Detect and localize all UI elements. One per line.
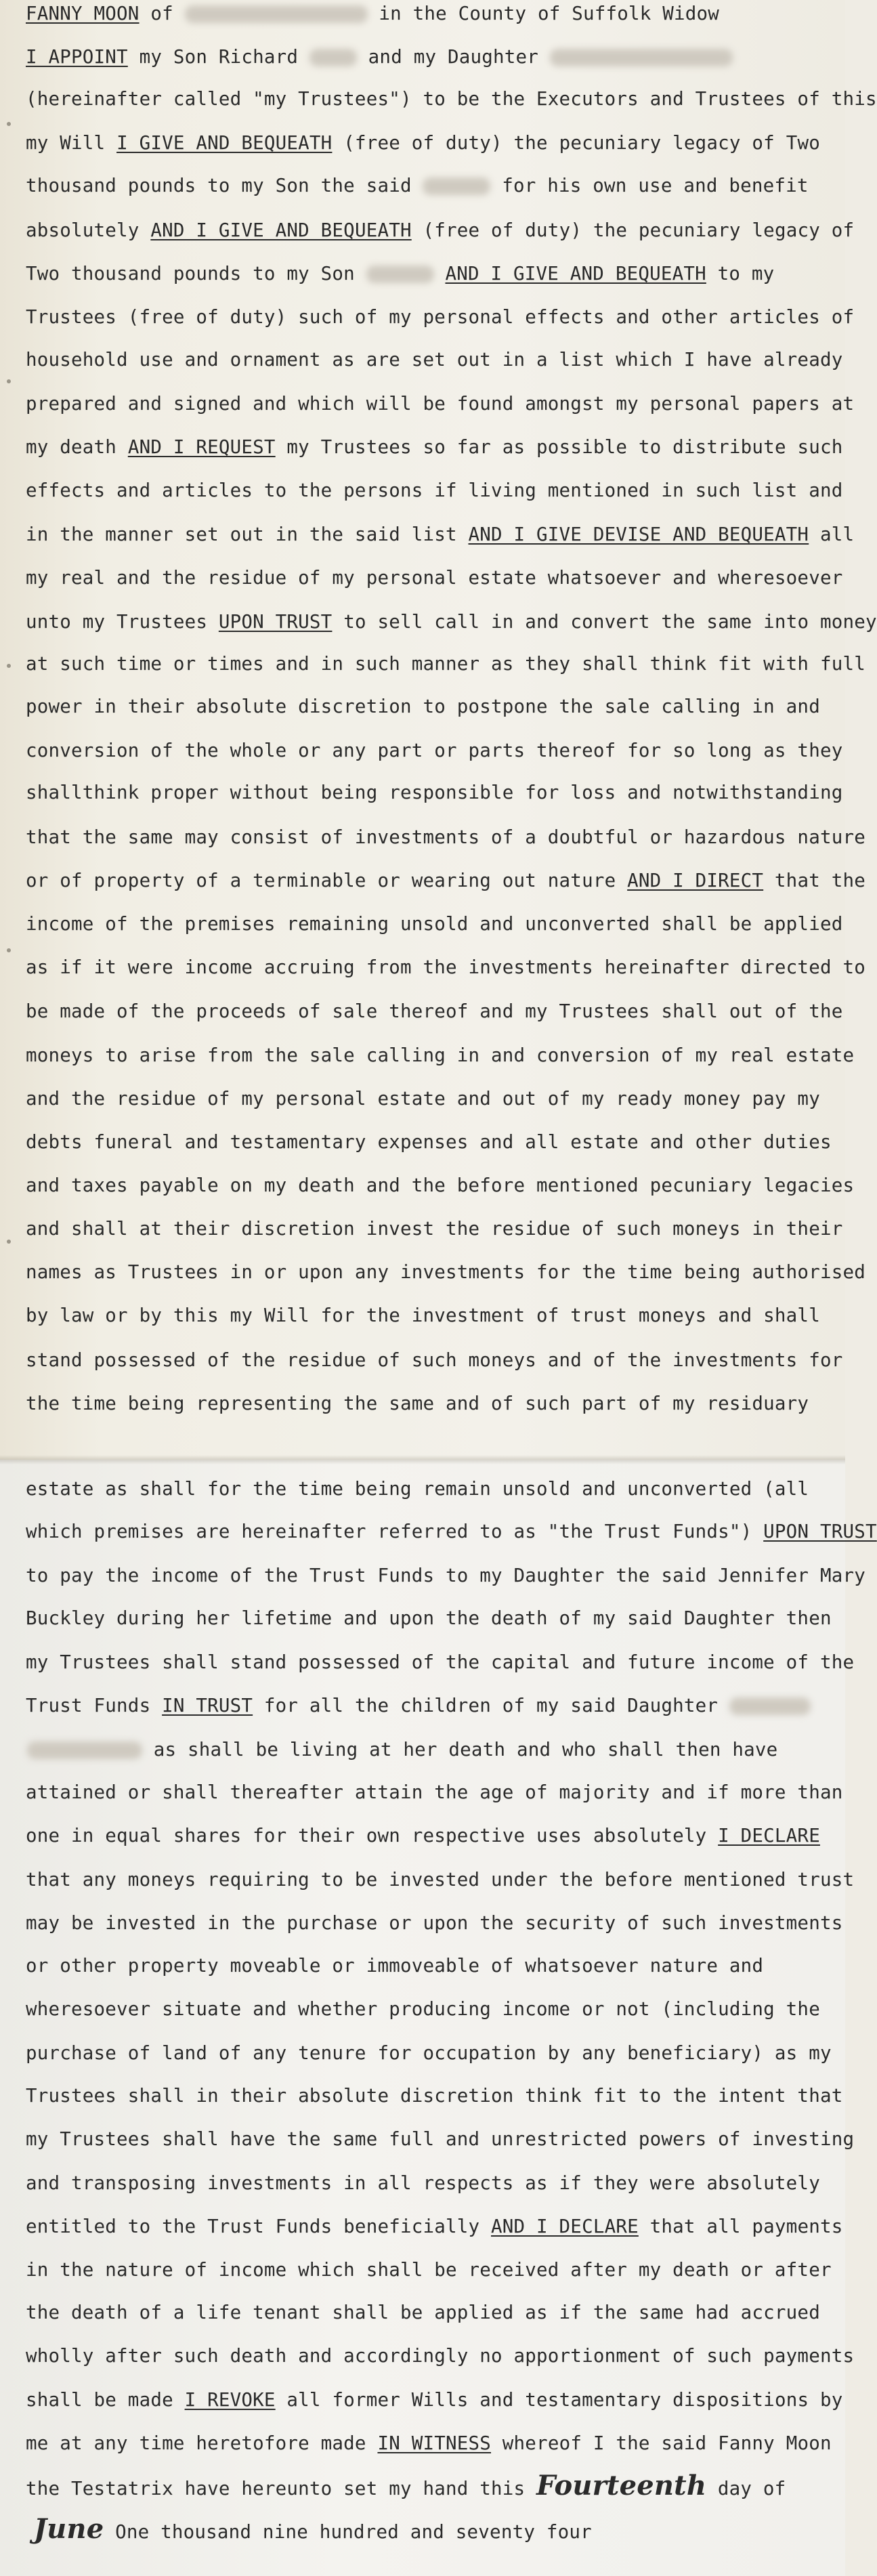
document-text: that all payments	[638, 2216, 843, 2237]
document-text: for his own use and benefit	[490, 175, 809, 196]
document-line	[26, 305, 855, 329]
document-line	[26, 566, 842, 590]
document-line	[26, 1997, 842, 2021]
document-line	[26, 652, 865, 676]
document-text: shallthink proper without being responsible for loss and notwithstanding	[26, 782, 843, 803]
document-text: that any moneys requiring to be invested under the before mentioned trust	[26, 1869, 855, 1891]
underlined-clause-keyword: I APPOINT	[26, 46, 128, 68]
document-text: or of property of a terminable or wearing out nature	[26, 870, 628, 891]
document-text: power in their absolute discretion to postpone the sale calling in and	[26, 696, 820, 717]
document-text: attained or shall thereafter attain the age of majority and if more than	[26, 1781, 843, 1803]
document-line	[26, 2388, 842, 2412]
document-text: thousand pounds to my Son the said	[26, 175, 423, 196]
handwritten-date-entry: June	[34, 2513, 104, 2545]
document-text: wheresoever situate and whether producing income or not (including the	[26, 1998, 820, 2020]
document-line	[26, 1043, 855, 1068]
document-text: absolutely	[26, 219, 151, 241]
underlined-clause-keyword: I REVOKE	[184, 2389, 276, 2411]
document-text: for all the children of my said Daughter	[253, 1695, 729, 1716]
margin-punch-hole	[7, 1240, 11, 1244]
document-text: conversion of the whole or any part or parts thereof for so long as they	[26, 740, 843, 761]
document-text: Trust Funds	[26, 1695, 163, 1716]
document-text: in the nature of income which shall be received after my death or after	[26, 2259, 832, 2281]
document-line	[26, 1606, 842, 1630]
document-line	[26, 2214, 842, 2239]
redacted-name	[309, 49, 357, 66]
document-line	[26, 868, 865, 893]
document-text: (free of duty) the pecuniary legacy of Two	[332, 132, 820, 154]
document-line	[26, 522, 855, 547]
document-line	[26, 912, 842, 936]
document-line	[26, 2344, 855, 2368]
document-line	[26, 955, 865, 979]
document-text: all	[809, 524, 855, 545]
document-line	[26, 738, 842, 763]
underlined-clause-keyword: I GIVE AND BEQUEATH	[116, 132, 333, 154]
document-line	[26, 1519, 877, 1544]
document-text: entitled to the Trust Funds beneficially	[26, 2216, 492, 2237]
document-text: my Son Richard	[127, 46, 309, 68]
document-text: and taxes payable on my death and the before mentioned pecuniary legacies	[26, 1175, 855, 1196]
document-text: wholly after such death and accordingly no apportionment of such payments	[26, 2345, 855, 2367]
document-text: the death of a life tenant shall be applied as if the same had accrued	[26, 2302, 820, 2323]
document-text: and transposing investments in all respects as if they were absolutely	[26, 2172, 820, 2194]
underlined-clause-keyword: AND I GIVE AND BEQUEATH	[150, 219, 412, 241]
document-text: my Trustees so far as possible to distribute such	[275, 436, 843, 458]
document-text: in the County of Suffolk Widow	[367, 3, 720, 24]
underlined-clause-keyword: AND I GIVE DEVISE AND BEQUEATH	[468, 524, 809, 545]
document-text: Buckley during her lifetime and upon the death of my said Daughter then	[26, 1607, 832, 1629]
underlined-clause-keyword: AND I DECLARE	[491, 2216, 639, 2237]
document-line	[26, 1911, 842, 1935]
document-line	[26, 694, 842, 719]
document-line	[26, 1954, 842, 1978]
document-line	[26, 1348, 842, 1372]
document-text: names as Trustees in or upon any investments for the time being authorised	[26, 1261, 865, 1283]
will-page-2	[0, 1460, 877, 2576]
underlined-clause-keyword: I DECLARE	[718, 1825, 820, 1846]
document-text: shall be made	[26, 2389, 185, 2411]
document-text: as shall be living at her death and who shall then have	[142, 1739, 778, 1760]
margin-punch-hole	[7, 122, 11, 126]
document-line	[27, 1737, 842, 1762]
underlined-clause-keyword: IN TRUST	[162, 1695, 253, 1716]
document-text: my Trustees shall stand possessed of the capital and future income of the	[26, 1651, 855, 1673]
margin-punch-hole	[7, 664, 11, 668]
document-text: stand possessed of the residue of such moneys and of the investments for	[26, 1349, 843, 1371]
document-text: may be invested in the purchase or upon the security of such investments	[26, 1912, 843, 1934]
document-text: to pay the income of the Trust Funds to my Daughter the said Jennifer Mary	[26, 1565, 865, 1586]
document-text: by law or by this my Will for the investment of trust moneys and shall	[26, 1305, 820, 1326]
redacted-name	[729, 1697, 811, 1715]
document-text: prepared and signed and which will be found amongst my personal papers at	[26, 393, 855, 415]
document-text: and shall at their discretion invest the residue of such moneys in their	[26, 1218, 843, 1240]
document-text: to my	[706, 263, 775, 284]
document-line	[26, 1303, 842, 1328]
document-line	[26, 2258, 842, 2282]
document-line	[26, 1391, 842, 1416]
document-line	[34, 2513, 842, 2545]
document-line	[26, 2127, 855, 2151]
document-text: estate as shall for the time being remain unsold and unconverted (all	[26, 1478, 809, 1500]
document-text: as if it were income accruing from the investments hereinafter directed to	[26, 956, 865, 978]
document-line	[26, 1823, 842, 1848]
document-text: unto my Trustees	[26, 611, 219, 633]
document-line	[26, 1780, 842, 1804]
redacted-name	[366, 266, 434, 283]
document-line	[26, 2470, 842, 2501]
document-line	[26, 1173, 855, 1198]
document-text: my Will	[26, 132, 117, 154]
document-line	[26, 1693, 842, 1718]
document-line	[26, 347, 842, 372]
document-line	[26, 435, 842, 459]
document-line	[26, 261, 842, 286]
document-text: one in equal shares for their own respective uses absolutely	[26, 1825, 719, 1846]
document-line	[26, 1563, 865, 1588]
underlined-clause-keyword: FANNY MOON	[26, 3, 140, 24]
document-text: all former Wills and testamentary dispositions by	[275, 2389, 843, 2411]
underlined-clause-keyword: AND I GIVE AND BEQUEATH	[445, 263, 706, 284]
document-line	[26, 1, 842, 26]
document-line	[26, 45, 842, 69]
document-text: effects and articles to the persons if living mentioned in such list and	[26, 480, 843, 501]
document-text: the Testatrix have hereunto set my hand this	[26, 2478, 537, 2499]
document-text: purchase of land of any tenure for occupation by any beneficiary) as my	[26, 2042, 832, 2064]
document-line	[26, 1217, 842, 1241]
margin-punch-hole	[7, 948, 11, 952]
document-text: my real and the residue of my personal estate whatsoever and wheresoever	[26, 567, 843, 589]
document-text: Trustees (free of duty) such of my personal effects and other articles of	[26, 306, 855, 328]
redacted-name	[27, 1741, 142, 1759]
redacted-name	[185, 5, 368, 23]
underlined-clause-keyword: IN WITNESS	[377, 2432, 492, 2454]
document-line	[26, 1867, 855, 1892]
document-line	[26, 1477, 842, 1501]
document-line	[26, 2041, 842, 2065]
document-line	[26, 173, 842, 198]
document-line	[26, 825, 865, 849]
document-text: that the same may consist of investments of a doubtful or hazardous nature	[26, 826, 865, 848]
margin-punch-hole	[7, 379, 11, 383]
document-text: debts funeral and testamentary expenses and all estate and other duties	[26, 1131, 832, 1153]
document-text: moneys to arise from the sale calling in and conversion of my real estate	[26, 1044, 855, 1066]
document-line	[26, 2431, 842, 2455]
document-text: (free of duty) the pecuniary legacy of	[411, 219, 855, 241]
underlined-clause-keyword: UPON TRUST	[218, 611, 333, 633]
underlined-clause-keyword: AND I REQUEST	[127, 436, 276, 458]
document-text: that the	[763, 870, 865, 891]
document-text: be made of the proceeds of sale thereof and my Trustees shall out of the	[26, 1000, 843, 1022]
document-line	[26, 478, 842, 503]
document-line	[26, 1130, 842, 1154]
document-text: whereof I the said Fanny Moon	[491, 2432, 832, 2454]
document-text: the time being representing the same and of such part of my residuary	[26, 1393, 809, 1414]
underlined-clause-keyword: AND I DIRECT	[627, 870, 764, 891]
page-fold-shadow	[0, 1455, 845, 1464]
document-line	[26, 1650, 855, 1674]
document-text: day of	[706, 2478, 786, 2499]
document-text: my death	[26, 436, 128, 458]
document-line	[26, 87, 877, 111]
document-line	[26, 131, 842, 155]
document-text: One thousand nine hundred and seventy four	[104, 2521, 592, 2543]
document-line	[26, 2171, 842, 2195]
document-text: which premises are hereinafter referred to as "the Trust Funds")	[26, 1521, 764, 1542]
handwritten-date-entry: Fourteenth	[536, 2470, 707, 2501]
document-text: and the residue of my personal estate and out of my ready money pay my	[26, 1088, 820, 1110]
document-text: me at any time heretofore made	[26, 2432, 378, 2454]
document-text: to sell call in and convert the same into money	[332, 611, 877, 633]
document-line	[26, 1260, 865, 1284]
document-line	[26, 1086, 842, 1111]
document-text: (hereinafter called "my Trustees") to be the Executors and Trustees of this	[26, 88, 877, 110]
document-text: Two thousand pounds to my Son	[26, 263, 366, 284]
document-line	[26, 2300, 842, 2325]
document-line	[26, 999, 842, 1023]
document-line	[26, 780, 842, 805]
document-text: in the manner set out in the said list	[26, 524, 469, 545]
redacted-name	[550, 49, 733, 66]
document-text: income of the premises remaining unsold and unconverted shall be applied	[26, 913, 843, 935]
document-line	[26, 392, 855, 416]
document-text	[434, 263, 446, 284]
document-text: household use and ornament as are set out in a list which I have already	[26, 349, 843, 371]
document-text: or other property moveable or immoveable of whatsoever nature and	[26, 1955, 764, 1977]
redacted-name	[423, 177, 490, 195]
underlined-clause-keyword: UPON TRUST	[763, 1521, 877, 1542]
document-line	[26, 610, 877, 634]
document-line	[26, 218, 855, 242]
document-text: of	[139, 3, 185, 24]
document-line	[26, 2084, 842, 2108]
document-text: Trustees shall in their absolute discretion think fit to the intent that	[26, 2085, 843, 2107]
document-text: at such time or times and in such manner as they shall think fit with full	[26, 653, 865, 675]
document-text: my Trustees shall have the same full and unrestricted powers of investing	[26, 2128, 855, 2150]
document-text: and my Daughter	[356, 46, 550, 68]
